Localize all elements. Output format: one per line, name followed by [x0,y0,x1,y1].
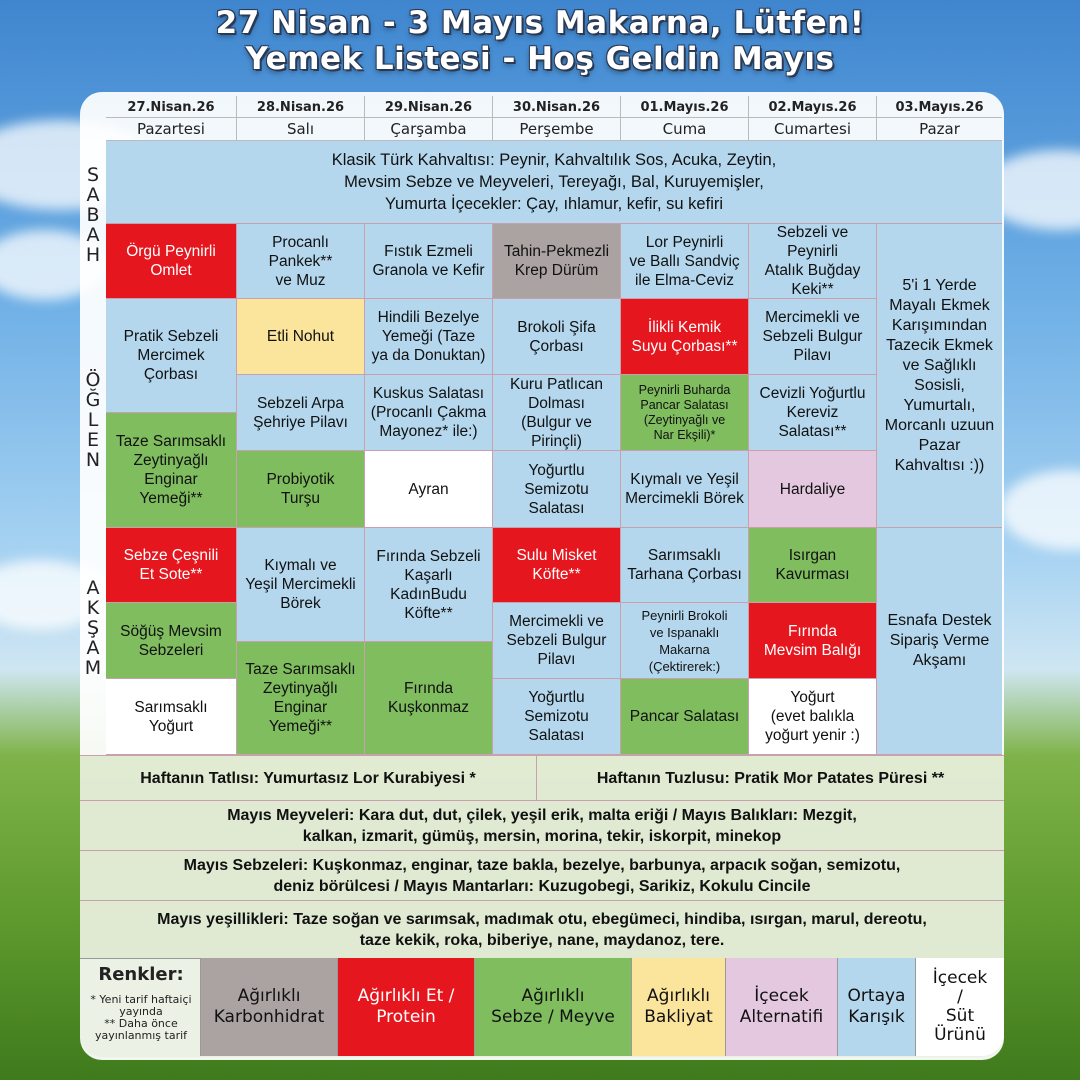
meal-thu-4: Yoğurtlu Semizotu Salatası [493,451,621,528]
meal-thu-6: Mercimekli ve Sebzeli Bulgur Pilavı [493,603,621,679]
meal-sun-2: Esnafa Destek Sipariş Verme Akşamı [877,528,1002,755]
legend-vegetable-fruit: Ağırlıklı Sebze / Meyve [475,958,632,1056]
may-vegetables: Mayıs Sebzeleri: Kuşkonmaz, enginar, taze bakla, bezelye, barbunya, arpacık soğan, semizotu, deniz börülcesi / Mayıs Mantarları: Kuzugobegi, Sarikiz, Kokulu Cincile [80,850,1004,900]
meal-thu-1: Tahin-Pekmezli Krep Dürüm [493,224,621,299]
meal-wed-2: Hindili Bezelye Yemeği (Taze ya da Donuktan) [365,299,493,375]
meal-thu-5: Sulu Misket Köfte** [493,528,621,603]
meal-tue-1: Procanlı Pankek** ve Muz [237,224,365,299]
meal-tue-5: Kıymalı ve Yeşil Mercimekli Börek [237,528,365,642]
meal-thu-3: Kuru Patlıcan Dolması (Bulgur ve Pirinçli) [493,375,621,451]
label-oglen: Ö Ğ L E N [85,369,101,471]
day-sun: Pazar [877,117,1002,141]
legend-protein: Ağırlıklı Et / Protein [338,958,475,1056]
meal-fri-7: Pancar Salatası [621,679,749,755]
meal-wed-5: Fırında Sebzeli Kaşarlı KadınBudu Köfte** [365,528,493,642]
date-sun: 03.Mayıs.26 [895,99,984,115]
date-tue: 28.Nisan.26 [237,96,365,118]
meal-mon-4: Sebze Çeşnili Et Sote** [106,528,237,603]
meal-fri-6: Peynirli Brokoli ve Ispanaklı Makarna (Çektirerek:) [621,603,749,679]
date-wed: 29.Nisan.26 [365,96,493,118]
legend-drink-dairy: İçecek / Süt Ürünü [916,958,1004,1056]
legend-header: Renkler: * Yeni tarif haftaiçi yayında ** Daha önce yayınlanmış tarif [90,964,192,1042]
meal-tue-6: Taze Sarımsaklı Zeytinyağlı Enginar Yemeği** [237,642,365,755]
meal-fri-4: Kıymalı ve Yeşil Mercimekli Börek [621,451,749,528]
meal-thu-7: Yoğurtlu Semizotu Salatası [493,679,621,755]
legend-mixed: Ortaya Karışık [838,958,916,1056]
meal-sat-2: Mercimekli ve Sebzeli Bulgur Pilavı [749,299,877,375]
breakfast-cell: Klasik Türk Kahvaltısı: Peynir, Kahvaltılık Sos, Acuka, Zeytin, Mevsim Sebze ve Meyveleri, Tereyağı, Bal, Kuruyemişler, Yumurta İçecekler: Çay, ıhlamur, kefir, su kefiri [106,141,1002,224]
day-tue: Salı [237,117,365,141]
day-sat: Cumartesi [749,117,877,141]
meal-fri-3: Peynirli Buharda Pancar Salatası (Zeytinyağlı ve Nar Ekşili)* [621,375,749,451]
label-aksam: A K Ş A M [84,576,102,679]
meal-sat-4: Hardaliye [749,451,877,528]
savory-of-week: Haftanın Tuzlusu: Pratik Mor Patates Püresi ** [537,755,1004,800]
day-wed: Çarşamba [365,117,493,141]
meal-mon-5: Söğüş Mevsim Sebzeleri [106,603,237,679]
meal-tue-4: Probiyotik Turşu [237,451,365,528]
dessert-of-week: Haftanın Tatlısı: Yumurtasız Lor Kurabiyesi * [80,755,537,800]
day-thu: Perşembe [493,117,621,141]
meal-fri-1: Lor Peynirli ve Ballı Sandviç ile Elma-Ceviz [621,224,749,299]
legend-legumes: Ağırlıklı Bakliyat [632,958,726,1056]
meal-fri-5: Sarımsaklı Tarhana Çorbası [621,528,749,603]
day-mon: Pazartesi [106,117,237,141]
page-title: 27 Nisan - 3 Mayıs Makarna, Lütfen! [215,5,865,41]
meal-mon-1: Örgü Peynirli Omlet [106,224,237,299]
date-sat: 02.Mayıs.26 [749,96,877,118]
meal-mon-2: Pratik Sebzeli Mercimek Çorbası [106,299,237,413]
meal-wed-1: Fıstık Ezmeli Granola ve Kefir [365,224,493,299]
meal-mon-3: Taze Sarımsaklı Zeytinyağlı Enginar Yemeği** [106,413,237,528]
may-fruits-fish: Mayıs Meyveleri: Kara dut, dut, çilek, yeşil erik, malta eriği / Mayıs Balıkları: Mezgit, kalkan, izmarit, gümüş, mersin, morina, tekir, iskorpit, minekop [80,800,1004,850]
meal-fri-2: İlikli Kemik Suyu Çorbası** [621,299,749,375]
meal-sat-7: Yoğurt (evet balıkla yoğurt yenir :) [749,679,877,755]
page-subtitle: Yemek Listesi - Hoş Geldin Mayıs [245,41,835,77]
date-fri: 01.Mayıs.26 [621,96,749,118]
meal-sat-1: Sebzeli ve Peynirli Atalık Buğday Keki** [749,224,877,299]
may-greens: Mayıs yeşillikleri: Taze soğan ve sarımsak, madımak otu, ebegümeci, hindiba, ısırgan, marul, dereotu, taze kekik, roka, biberiye, nane, maydanoz, tere. [80,900,1004,958]
label-sabah: S A B A H [85,164,101,266]
date-thu: 30.Nisan.26 [493,96,621,118]
meal-tue-3: Sebzeli Arpa Şehriye Pilavı [237,375,365,451]
legend-drink-alternative: İçecek Alternatifi [726,958,838,1056]
meal-sun-1: 5'i 1 Yerde Mayalı Ekmek Karışımından Tazecik Ekmek ve Sağlıklı Sosisli, Yumurtalı, Morcanlı uzuun Pazar Kahvaltısı :)) [877,224,1002,528]
meal-wed-6: Fırında Kuşkonmaz [365,642,493,755]
date-mon: 27.Nisan.26 [106,96,237,118]
meal-mon-6: Sarımsaklı Yoğurt [106,679,237,755]
day-fri: Cuma [621,117,749,141]
legend-carbohydrate: Ağırlıklı Karbonhidrat [200,958,338,1056]
meal-sat-5: Isırgan Kavurması [749,528,877,603]
meal-wed-4: Ayran [365,451,493,528]
meal-tue-2: Etli Nohut [237,299,365,375]
meal-wed-3: Kuskus Salatası (Procanlı Çakma Mayonez* ile:) [365,375,493,451]
meal-sat-6: Fırında Mevsim Balığı [749,603,877,679]
meal-thu-2: Brokoli Şifa Çorbası [493,299,621,375]
meal-sat-3: Cevizli Yoğurtlu Kereviz Salatası** [749,375,877,451]
